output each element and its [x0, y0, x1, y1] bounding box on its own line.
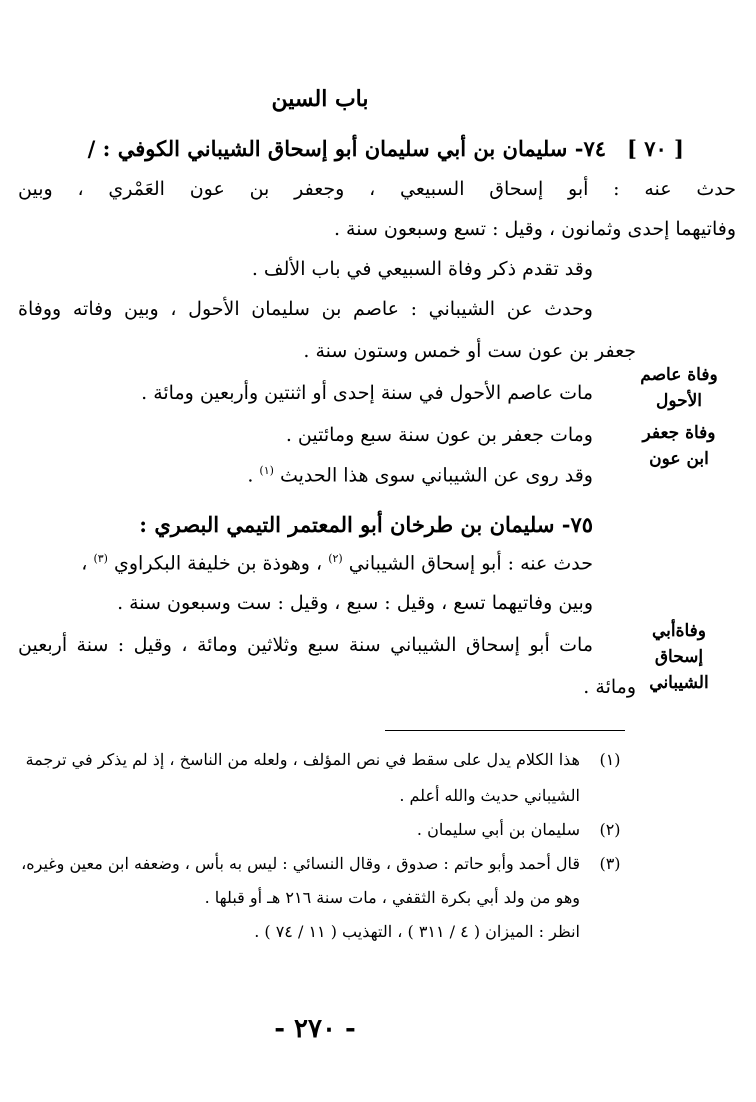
entry-74-line-2: وفاتيهما إحدى وثمانون ، وقيل : تسع وسبعون سنة .	[333, 218, 736, 240]
footnote-ref-2: (٢)	[328, 552, 343, 565]
entry-75-line-1-c: ،	[81, 552, 88, 575]
entry-74-line-8	[247, 464, 593, 486]
folio-marker: [ ٧٠ ]	[626, 136, 684, 161]
margin-note-death-jafar: وفاة جعفر ابن عون	[642, 423, 716, 469]
entry-75-line-1-a: حدث عنه : أبو إسحاق الشيباني	[348, 552, 593, 575]
footnote-1-line-2: الشيباني حديث والله أعلم .	[399, 786, 580, 805]
margin-note-death-abi-ishaq: وفاةأبي إسحاق الشيباني	[649, 621, 709, 693]
entry-74-line-5: جعفر بن عون ست أو خمس وستون سنة .	[303, 340, 636, 362]
margin-note-death-asim: وفاة عاصم الأحول	[640, 365, 718, 411]
footnote-separator	[385, 730, 625, 731]
footnote-ref-1: (١)	[259, 464, 274, 477]
footnote-3-line-2: وهو من ولد أبي بكرة الثقفي ، مات سنة ٢١٦ هـ أو قبلها .	[204, 888, 580, 907]
chapter-title: باب السين	[271, 86, 369, 112]
entry-75-line-2: وبين وفاتيهما تسع ، وقيل : سبع ، وقيل : ست وسبعون سنة .	[117, 592, 593, 614]
footnote-2-line-1: سليمان بن أبي سليمان .	[416, 820, 580, 839]
entry-75-line-1	[81, 552, 593, 574]
entry-74-line-4: وحدث عن الشيباني : عاصم بن سليمان الأحول ، وبين وفاته ووفاة	[18, 298, 593, 320]
entry-75-line-1-b: ، وهوذة بن خليفة البكراوي	[114, 552, 323, 575]
entry-74-line-6: مات عاصم الأحول في سنة إحدى أو اثنتين وأربعين ومائة .	[141, 382, 593, 404]
entry-74-line-3: وقد تقدم ذكر وفاة السبيعي في باب الألف .	[251, 258, 593, 280]
entry-75-heading: ٧٥- سليمان بن طرخان أبو المعتمر التيمي البصري :	[139, 512, 593, 537]
entry-74-line-8-end: .	[247, 464, 254, 487]
footnote-ref-3: (٣)	[93, 552, 108, 565]
footnote-1-line-1: هذا الكلام يدل على سقط في نص المؤلف ، ولعله من الناسخ ، إذ لم يذكر في ترجمة	[25, 750, 580, 769]
entry-74-line-1: حدث عنه : أبو إسحاق السبيعي ، وجعفر بن عون العَمْري ، وبين	[18, 178, 736, 200]
footnote-3-line-1: قال أحمد وأبو حاتم : صدوق ، وقال النسائي : ليس به بأس ، وضعفه ابن معين وغيره،	[21, 854, 580, 873]
footnote-2-number: (٢)	[599, 820, 621, 839]
footnote-3-line-3: انظر : الميزان ( ٤ / ٣١١ ) ، التهذيب ( ١١ / ٧٤ ) .	[254, 922, 580, 941]
entry-74-heading: ٧٤- سليمان بن أبي سليمان أبو إسحاق الشيباني الكوفي : /	[87, 136, 606, 161]
footnote-3-number: (٣)	[599, 854, 621, 873]
page-number: - ٢٧٠ -	[274, 1014, 356, 1044]
entry-75-line-4: ومائة .	[583, 676, 636, 698]
entry-75-line-3: مات أبو إسحاق الشيباني سنة سبع وثلاثين ومائة ، وقيل : سنة أربعين	[18, 634, 593, 656]
footnote-1-number: (١)	[599, 750, 621, 769]
entry-74-line-7: ومات جعفر بن عون سنة سبع ومائتين .	[285, 424, 593, 446]
entry-74-line-8-text: وقد روى عن الشيباني سوى هذا الحديث	[279, 464, 593, 487]
